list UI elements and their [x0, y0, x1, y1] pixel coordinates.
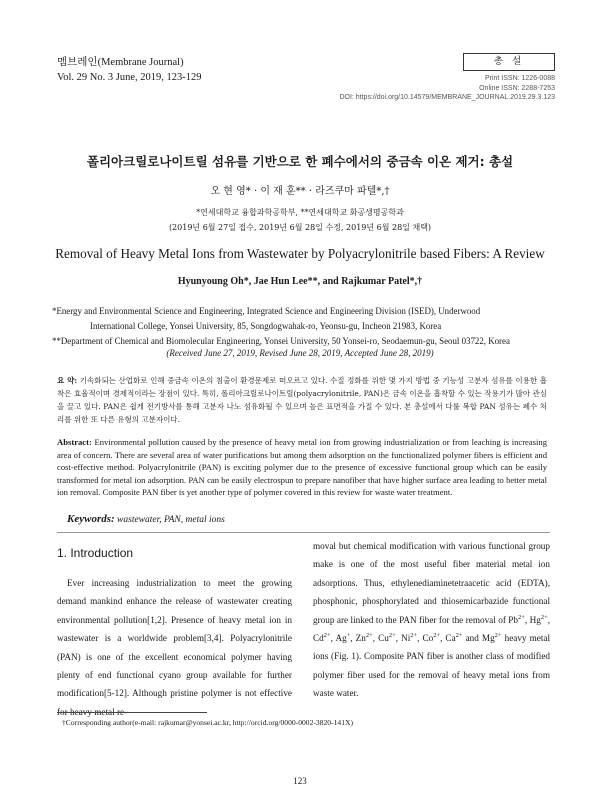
paragraph-2b: heavy metal ions (Fig. 1). Composite PAN fiber is another class of modified polymer fiber used for the removal of heavy metal ions from waste water.	[313, 633, 550, 699]
title-korean: 폴리아크릴로나이트릴 섬유를 기반으로 한 폐수에서의 중금속 이온 제거: 총설	[86, 154, 514, 169]
page-number: 123	[293, 776, 307, 786]
title-english: Removal of Heavy Metal Ions from Wastewater by Polyacrylonitrile based Fibers: A Review	[55, 246, 545, 261]
abstract-korean-label: 요 약:	[57, 376, 78, 385]
column-2: moval but chemical modification with various functional group make is one of the most useful fiber material metal ion adsorptions. Thus, ethylenediaminetetraacetic acid (EDTA), phosphonic, phosphorylated and thiosemicarbazide functional group are linked to the PAN fiber for the removal of $Pb^{2+}$, $Hg^{2+}$, $Cd^{2+}$, Ag+, $Zn^{2+}$, $Cu^{2+}$, $Ni^{2+}$, $Co^{2+}$, $Ca^{2+}$ and $Mg^{2+}$ heavy metal ions (Fig. 1). Composite PAN fiber is another class of modified polymer fiber used for the removal of heavy metal ions from waste water.	[313, 541, 550, 699]
keywords	[67, 513, 225, 525]
section-divider	[57, 532, 550, 533]
affiliation-english	[52, 304, 550, 349]
received-korean: (2019년 6월 27일 접수, 2019년 6월 28일 수정, 2019년 6월 28일 채택)	[168, 223, 432, 232]
abstract-english	[57, 436, 547, 499]
category-badge: 총 설	[463, 53, 555, 71]
abstract-english-label: Abstract:	[57, 437, 92, 447]
affiliation-1-cont: International College, Yonsei University, 85, Songdogwahak-ro, Yeonsu-gu, Incheon 21983, Korea	[90, 321, 442, 331]
journal-header	[57, 55, 201, 85]
received-english: (Received June 27, 2019, Revised June 28, 2019, Accepted June 28, 2019)	[166, 348, 434, 358]
affiliation-1: *Energy and Environmental Science and Engineering, Integrated Science and Engineering Division (ISED), Underwood	[52, 306, 481, 316]
authors-english: Hyunyoung Oh*, Jae Hun Lee**, and Rajkumar Patel*,†	[177, 276, 423, 287]
paragraph-2a: moval but chemical modification with various functional group make is one of the most useful fiber material metal ion adsorptions. Thus, ethylenediaminetetraacetic acid (EDTA), phosphonic, phosphorylated and thiosemicarbazide functional group are linked to the PAN fiber for the removal of Pb	[313, 541, 550, 625]
affiliation-korean	[0, 205, 600, 235]
doi[interactable]: DOI: https://doi.org/10.14579/MEMBRANE_JOURNAL.2019.29.3.123	[339, 94, 555, 101]
abstract-english-text: Environmental pollution caused by the presence of heavy metal ion from growing industrialization or from leaching is increasing area of concern. There are several area of water purifications but among them adsorption on the functionalized polymer fibers is efficient and cost-effective method. Polyacrylonitrile (PAN) is exciting polymer due to the presence of excessive functional group which can be easily transformed for metal ion adsorption. PAN can be easily electrospun to prepare nanofiber that have higher surface area leading to better metal ion removal. Composite PAN fiber is yet another type of polymer covered in this review for waste water treatment.	[57, 437, 548, 497]
journal-name: 멤브레인(Membrane Journal)	[57, 57, 184, 68]
affiliation-korean-line: *연세대학교 융합과학공학부, **연세대학교 화공생명공학과	[196, 208, 404, 217]
issn-block	[339, 74, 555, 103]
paragraph-1: Ever increasing industrialization to meet the growing demand mankind enhance the release of wastewater creating environmental pollution[1,2]. Presence of heavy metal ion in wastewater is a worldwide problem[3,4]. Polyacrylonitrile (PAN) is one of the excellent economical polymer having plenty of end functional cyano group available for further modification[5-12]. Although pristine polymer is not effective for heavy metal re-	[57, 578, 292, 717]
abstract-korean-text: 기속화되는 산업화로 인해 중금속 이온의 침출이 환경문제로 떠오르고 있다. 수질 정화를 위한 몇 가지 방법 중 기능성 고분자 섬유를 이용한 흡착은 효율적이며 경제적이라는 장점이 있다. 특히, 폴리아크릴로나이트릴(polyacrylonitrile, PAN)은 금속 이온을 흡착할 수 있는 작용기가 많아 관심을 끌고 있다. PAN은 쉽게 전기방사를 통해 고분자 나노 섬유화될 수 있으며 높은 표면적을 가질 수 있다. 본 총설에서 다룰 복합 PAN 섬유는 폐수 처리를 위한 또 다른 유형의 고분자이다.	[57, 376, 548, 424]
authors-korean: 오 현 영* · 이 재 훈** · 라즈쿠마 파텔*,†	[210, 186, 390, 197]
affiliation-2: **Department of Chemical and Biomolecular Engineering, Yonsei University, 50 Yonsei-ro, Seodaemun-gu, Seoul 03722, Korea	[52, 336, 510, 346]
volume-line: Vol. 29 No. 3 June, 2019, 123-129	[57, 72, 202, 83]
section-heading: 1. Introduction	[57, 546, 134, 560]
column-1	[57, 574, 292, 721]
online-issn: Online ISSN: 2288-7253	[479, 84, 555, 92]
abstract-korean	[57, 374, 547, 426]
keywords-text: wastewater, PAN, metal ions	[117, 515, 225, 525]
footnote: †Corresponding author(e-mail: rajkumar@yonsei.ac.kr, http://orcid.org/0000-0002-3820-141X)	[62, 718, 354, 727]
keywords-label: Keywords:	[67, 513, 115, 525]
footnote-divider	[57, 712, 207, 713]
print-issn: Print ISSN: 1226-0088	[484, 75, 555, 82]
